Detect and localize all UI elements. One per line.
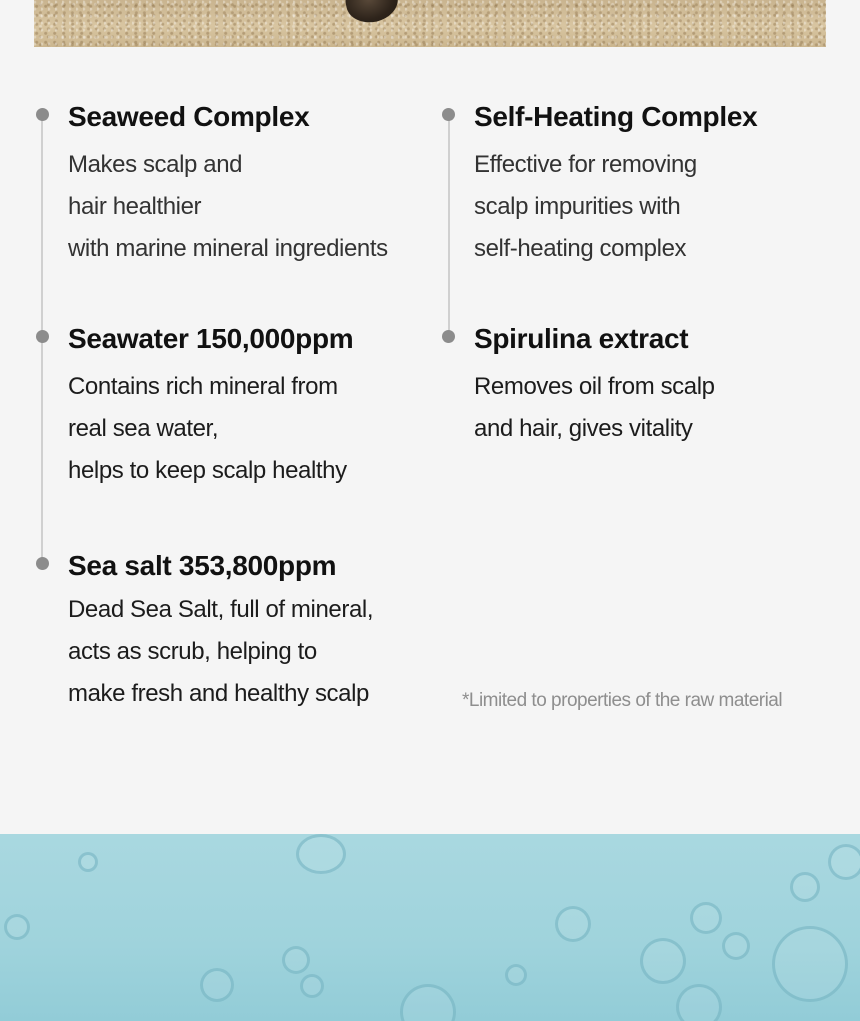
bullet-dot (36, 557, 49, 570)
bubble (676, 984, 722, 1021)
bubble (772, 926, 848, 1002)
bubble (282, 946, 310, 974)
feature-description: Contains rich mineral from real sea water, helps to keep scalp healthy (68, 373, 347, 484)
bubble (505, 964, 527, 986)
bubble (640, 938, 686, 984)
bubble (828, 844, 860, 880)
stone-on-sand (342, 0, 401, 27)
bullet-dot (442, 108, 455, 121)
bullet-dot (36, 330, 49, 343)
bubble (4, 914, 30, 940)
feature-title: Seaweed Complex (68, 101, 310, 132)
feature-sea-salt (68, 549, 438, 715)
feature-title: Spirulina extract (474, 323, 689, 354)
feature-title: Seawater 150,000ppm (68, 323, 354, 354)
bullet-dot (36, 108, 49, 121)
feature-description: Dead Sea Salt, full of mineral, acts as scrub, helping to make fresh and healthy scalp (68, 596, 374, 707)
feature-seawater (68, 322, 438, 492)
bubble (296, 834, 346, 874)
water-bubbles-photo (0, 834, 860, 1021)
feature-title: Sea salt 353,800ppm (68, 550, 337, 581)
footnote: *Limited to properties of the raw material (462, 690, 783, 711)
feature-title: Self-Heating Complex (474, 101, 758, 132)
feature-self-heating-complex (474, 100, 844, 270)
bubble (690, 902, 722, 934)
bubble (722, 932, 750, 960)
sand-photo (34, 0, 826, 47)
feature-seaweed-complex (68, 100, 438, 270)
feature-spirulina-extract (474, 322, 844, 450)
bubble (790, 872, 820, 902)
feature-description: Effective for removing scalp impurities with self-heating complex (474, 151, 697, 262)
bubble (555, 906, 591, 942)
feature-description: Removes oil from scalp and hair, gives vitality (474, 373, 715, 442)
bubble (78, 852, 98, 872)
feature-description: Makes scalp and hair healthier with marine mineral ingredients (68, 151, 388, 262)
bubble (200, 968, 234, 1002)
bullet-dot (442, 330, 455, 343)
bubble (400, 984, 456, 1021)
timeline-line-right (448, 118, 450, 338)
bubble (300, 974, 324, 998)
